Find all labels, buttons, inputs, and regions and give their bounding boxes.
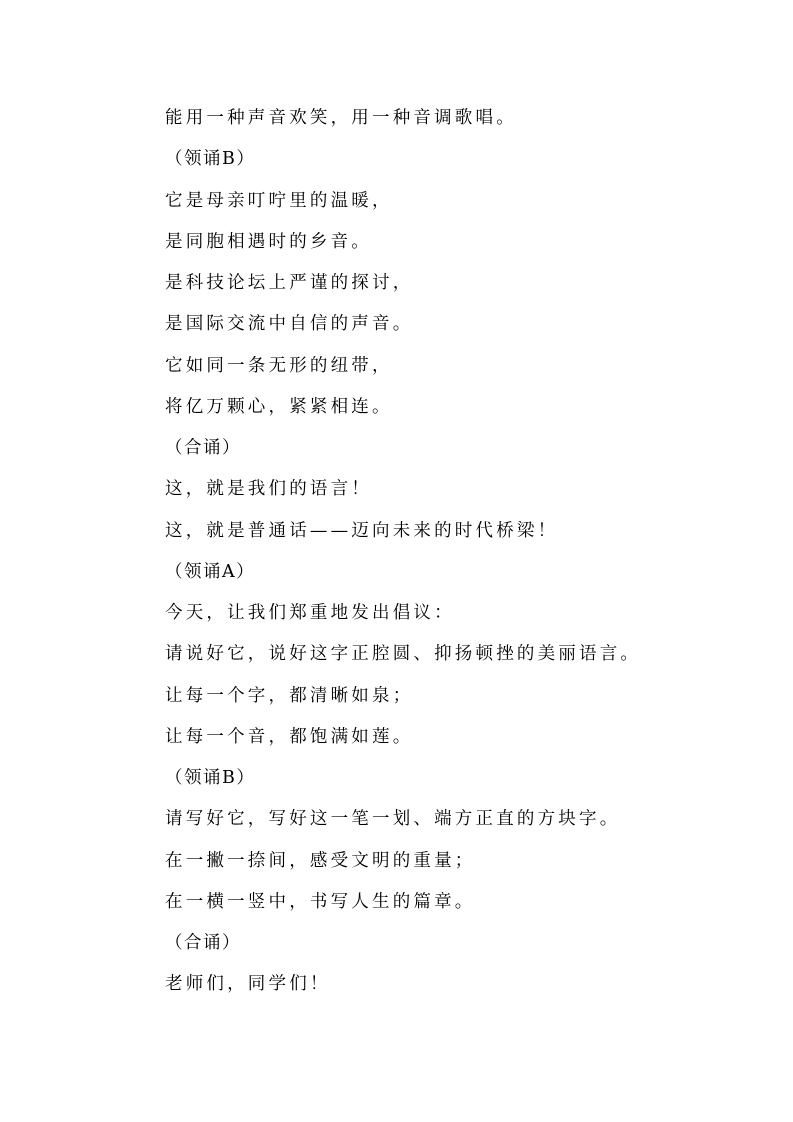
verse-line: 在一横一竖中，书写人生的篇章。 (165, 891, 476, 912)
verse-line: 能用一种声音欢笑，用一种音调歌唱。 (165, 108, 517, 128)
verse-line: 是科技论坛上严谨的探讨， (165, 273, 414, 293)
verse-line: 老师们，同学们！ (165, 974, 331, 995)
verse-line: 它如同一条无形的纽带， (165, 355, 393, 376)
verse-line: 是国际交流中自信的声音。 (165, 314, 414, 335)
speaker-cue: （领诵B） (165, 768, 256, 788)
verse-line: 今天，让我们郑重地发出倡议： (165, 603, 455, 623)
verse-line: 让每一个音，都饱满如莲。 (165, 726, 414, 747)
verse-line: 请写好它，写好这一笔一划、端方正直的方块字。 (165, 809, 621, 830)
verse-line: 这，就是我们的语言！ (165, 479, 372, 500)
speaker-cue: （领诵B） (165, 149, 256, 170)
speaker-cue: （合诵） (165, 438, 241, 458)
verse-line: 它是母亲叮咛里的温暖， (165, 190, 393, 211)
verse-line: 是同胞相遇时的乡音。 (165, 231, 372, 252)
verse-line: 这，就是普通话——迈向未来的时代桥梁！ (165, 520, 559, 541)
verse-line: 在一撇一捺间，感受文明的重量； (165, 850, 476, 871)
speaker-cue: （领诵A） (165, 561, 256, 582)
verse-line: 将亿万颗心，紧紧相连。 (165, 396, 393, 417)
verse-line: 请说好它，说好这字正腔圆、抑扬顿挫的美丽语言。 (165, 644, 642, 665)
recitation-text (165, 98, 765, 1006)
verse-line: 让每一个字，都清晰如泉； (165, 685, 414, 706)
speaker-cue: （合诵） (165, 933, 241, 953)
